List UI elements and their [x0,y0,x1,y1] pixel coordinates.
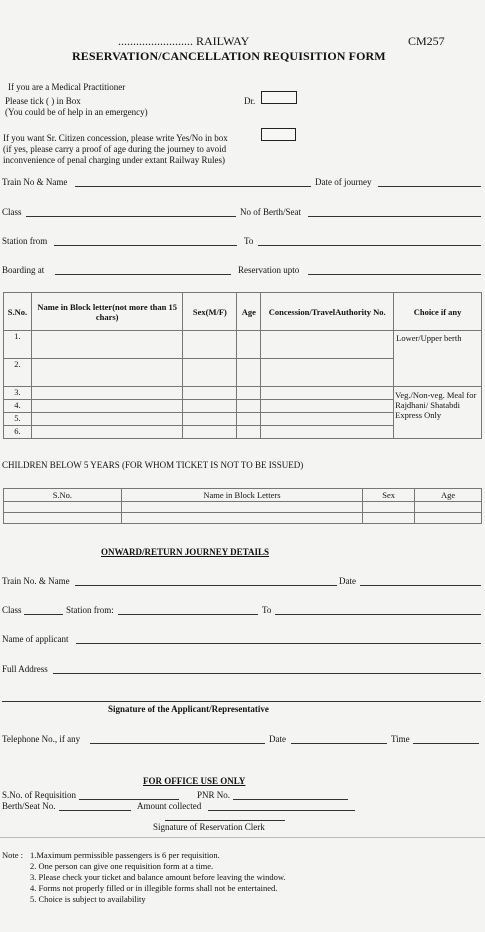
onward-train-input[interactable] [75,585,337,586]
to-label: To [244,236,254,246]
onward-date2-input[interactable] [291,743,387,744]
sex-cell[interactable] [183,331,237,359]
child-cell[interactable] [4,502,122,513]
child-cell[interactable] [415,513,482,524]
row-number: 3. [4,387,32,400]
name-cell[interactable] [31,331,182,359]
medical-checkbox[interactable] [261,91,297,104]
train-input[interactable] [75,186,311,187]
age-cell[interactable] [237,387,261,400]
time-label: Time [391,734,410,744]
passenger-table [3,292,482,439]
concession-cell[interactable] [261,387,394,400]
boarding-input[interactable] [55,274,231,275]
pnr-input[interactable] [233,799,348,800]
name-cell[interactable] [31,426,182,439]
row-number: 1. [4,331,32,359]
children-title: CHILDREN BELOW 5 YEARS (FOR WHOM TICKET IS NOT TO BE ISSUED) [2,460,304,470]
clerk-signature-label: Signature of Reservation Clerk [153,822,265,832]
row-number: 5. [4,413,32,426]
onward-class-input[interactable] [24,614,63,615]
sex-cell[interactable] [183,387,237,400]
onward-date-input[interactable] [360,585,481,586]
divider [0,837,485,838]
berth-seat-label: Berth/Seat No. [2,801,56,811]
train-label: Train No & Name [2,177,68,187]
senior-line-1: If you want Sr. Citizen concession, please write Yes/No in box [3,133,228,143]
note-2: 2. One person can give one requisition form at a time. [30,861,214,871]
child-col-name: Name in Block Letters [121,489,362,502]
onward-title: ONWARD/RETURN JOURNEY DETAILS [101,547,270,557]
sex-cell[interactable] [183,426,237,439]
child-cell[interactable] [121,513,362,524]
senior-line-2: (if yes, please carry a proof of age during the journey to avoid [3,144,227,154]
child-cell[interactable] [363,502,415,513]
requisition-label: S.No. of Requisition [2,790,77,800]
address-input-2[interactable] [2,701,481,702]
onward-station-from-label: Station from: [66,605,114,615]
sex-cell[interactable] [183,413,237,426]
berth-label: No of Berth/Seat [240,207,301,217]
onward-to-input[interactable] [275,614,481,615]
child-col-age: Age [415,489,482,502]
child-cell[interactable] [4,513,122,524]
child-col-sex: Sex [363,489,415,502]
form-title: RESERVATION/CANCELLATION REQUISITION FORM [72,49,386,63]
reservation-upto-label: Reservation upto [238,265,300,275]
age-cell[interactable] [237,331,261,359]
onward-date-label: Date [339,576,356,586]
child-col-sno: S.No. [4,489,122,502]
boarding-label: Boarding at [2,265,45,275]
sex-cell[interactable] [183,400,237,413]
row-number: 4. [4,400,32,413]
railway-zone-label: ......................... RAILWAY [118,34,250,48]
age-cell[interactable] [237,426,261,439]
concession-cell[interactable] [261,400,394,413]
amount-input[interactable] [208,810,355,811]
berth-seat-input[interactable] [59,810,131,811]
note-3: 3. Please check your ticket and balance amount before leaving the window. [30,872,286,882]
choice-meal: Veg./Non-veg. Meal for Rajdhani/ Shatabdi Express Only [394,387,482,439]
onward-to-label: To [262,605,272,615]
row-number: 6. [4,426,32,439]
applicant-label: Name of applicant [2,634,69,644]
col-concession: Concession/TravelAuthority No. [261,293,394,331]
col-choice: Choice if any [394,293,482,331]
station-from-input[interactable] [54,245,237,246]
age-cell[interactable] [237,400,261,413]
medical-line-3: (You could be of help in an emergency) [5,107,148,117]
child-cell[interactable] [415,502,482,513]
station-from-label: Station from [2,236,48,246]
note-label: Note : [2,850,24,860]
name-cell[interactable] [31,359,182,387]
onward-station-from-input[interactable] [118,614,258,615]
reservation-upto-input[interactable] [308,274,481,275]
date-journey-label: Date of journey [315,177,372,187]
address-input-1[interactable] [53,673,481,674]
child-cell[interactable] [363,513,415,524]
telephone-input[interactable] [90,743,265,744]
amount-label: Amount collected [137,801,202,811]
clerk-signature-line[interactable] [165,820,285,821]
note-4: 4. Forms not properly filled or in illegible forms shall not be entertained. [30,883,278,893]
child-cell[interactable] [121,502,362,513]
choice-berth: Lower/Upper berth [394,331,482,387]
date-journey-input[interactable] [378,186,481,187]
col-sex: Sex(M/F) [183,293,237,331]
concession-cell[interactable] [261,359,394,387]
senior-line-3: inconvenience of penal charging under extant Railway Rules) [3,155,226,165]
berth-input[interactable] [308,216,481,217]
form-code: CM257 [408,34,445,48]
onward-date2-label: Date [269,734,286,744]
name-cell[interactable] [31,387,182,400]
office-title: FOR OFFICE USE ONLY [143,776,246,786]
children-table [3,488,482,524]
class-input[interactable] [26,216,236,217]
applicant-signature-label: Signature of the Applicant/Representative [108,704,269,714]
note-5: 5. Choice is subject to availability [30,894,146,904]
onward-train-label: Train No. & Name [2,576,70,586]
applicant-input[interactable] [76,643,481,644]
age-cell[interactable] [237,359,261,387]
pnr-label: PNR No. [197,790,231,800]
col-name: Name in Block letter(not more than 15 chars) [31,293,182,331]
name-cell[interactable] [31,413,182,426]
row-number: 2. [4,359,32,387]
time-input[interactable] [413,743,479,744]
name-cell[interactable] [31,400,182,413]
senior-citizen-box[interactable] [261,128,296,141]
concession-cell[interactable] [261,331,394,359]
col-sno: S.No. [4,293,32,331]
col-age: Age [237,293,261,331]
concession-cell[interactable] [261,426,394,439]
dr-label: Dr. [244,96,256,106]
to-input[interactable] [258,245,481,246]
note-1: 1.Maximum permissible passengers is 6 per requisition. [30,850,220,860]
class-label: Class [2,207,22,217]
medical-line-2: Please tick ( ) in Box [5,96,81,106]
onward-class-label: Class [2,605,22,615]
sex-cell[interactable] [183,359,237,387]
medical-line-1: If you are a Medical Practitioner [8,82,126,92]
telephone-label: Telephone No., if any [2,734,81,744]
age-cell[interactable] [237,413,261,426]
concession-cell[interactable] [261,413,394,426]
requisition-input[interactable] [79,799,179,800]
address-label: Full Address [2,664,48,674]
